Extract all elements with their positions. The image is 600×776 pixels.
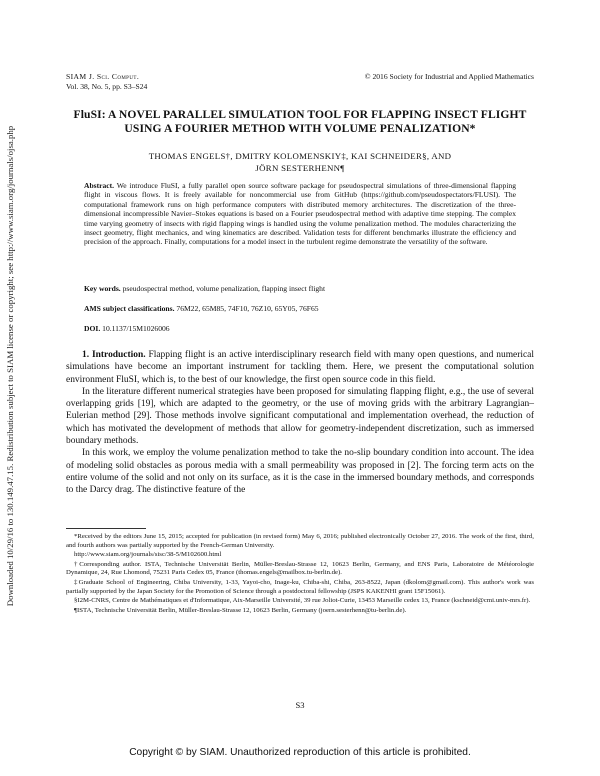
footnote-engels: †Corresponding author. ISTA, Technische Universität Berlin, Müller-Breslau-Strasse 12, 10623 Berlin, Germany, and ENS Paris, Laboratoire de Météorologie Dynamique, 24, Rue Lhomond, 75231 Paris Cedex 05, France (thomas.engels@mailbox.tu-berlin.de). [66,560,534,577]
footnote-schneider: §I2M-CNRS, Centre de Mathématiques et d'Informatique, Aix-Marseille Université, 39 rue Joliot-Curie, 13453 Marseille cedex 13, France (kschneid@cmi.univ-mrs.fr). [74,597,531,605]
intro-paragraph-3: In this work, we employ the volume penalization method to take the no-slip boundary condition into account. The idea of modeling solid obstacles as porous media with a small permeability was proposed in [2]. The forcing term acts on the entire volume of the solid and not only on its surface, as it is the case in the immersed boundary methods, and corresponds to the Darcy drag. The distinctive feature of the [66,448,534,496]
doi [84,324,516,334]
volume-pages: Vol. 38, No. 5, pp. S3–S24 [66,81,148,91]
doi-label: DOI. [84,324,101,333]
journal-header [66,72,147,91]
doi-text: 10.1137/15M1026006 [102,324,170,333]
copyright-footer: Copyright © by SIAM. Unauthorized reproduction of this article is prohibited. [129,747,471,758]
page-number: S3 [295,700,305,710]
ams-text: 76M22, 65M85, 74F10, 76Z10, 65Y05, 76F65 [176,304,319,313]
footnote-rule [66,528,146,529]
abstract-label: Abstract. [84,181,114,190]
author-line-1: THOMAS ENGELS†, DMITRY KOLOMENSKIY‡, KAI SCHNEIDER§, AND [148,151,452,161]
intro-paragraph-2: In the literature different numerical strategies have been proposed for simulating flapping flight, e.g., the use of several overlapping grids [19], which are adapted to the geometry, or the use of moving grids with the arbitrary Lagrangian–Eulerian method [29]. Those methods involve significant computational and implementation overhead, the reduction of which has motivated the development of methods that allow for geometry-independent discretization, such as immersed boundary methods. [66,386,534,447]
footnote-sesterhenn: ¶ISTA, Technische Universität Berlin, Müller-Breslau-Strasse 12, 10623 Berlin, Germany (joern.sesterhenn@tu-berlin.de). [74,606,407,614]
footnote-received: *Received by the editors June 15, 2015; accepted for publication (in revised form) May 6, 2016; published electronically October 27, 2016. The work of the first, third, and fourth authors was partially supported by the French-German University. [66,533,534,549]
keywords-label: Key words. [84,284,121,293]
author-line-2: JÖRN SESTERHENN¶ [255,162,345,173]
introduction-section [66,349,534,497]
keywords-text: pseudospectral method, volume penalization, flapping insect flight [122,284,326,293]
footnote-url: http://www.siam.org/journals/sisc/38-5/M102600.html [74,551,222,559]
copyright-header: © 2016 Society for Industrial and Applied Mathematics [364,72,534,81]
paper-title: FluSI: A NOVEL PARALLEL SIMULATION TOOL FOR FLAPPING INSECT FLIGHT USING A FOURIER METHOD WITH VOLUME PENALIZATION* [73,108,527,135]
footnotes [66,533,534,616]
footnote-kolomenskiy: ‡Graduate School of Engineering, Chiba University, 1-33, Yayoi-cho, Inage-ku, Chiba-shi, Chiba, 263-8522, Japan (dkolom@gmail.com). This author's work was partially supported by the Japan Society for the Promotion of Science through a postdoctoral fellowship (JSPS KAKENHI grant 15F15061). [66,578,534,595]
ams-label: AMS subject classifications. [84,304,175,313]
intro-paragraph-1: 1. Introduction. Flapping flight is an active interdisciplinary research field with many open questions, and numerical simulations have become an important instrument for tackling them. Here, we present the computational solution environment FluSI, which is, to the best of our knowledge, the first open source code in this field. [66,350,534,385]
section-heading: 1. Introduction. [82,350,146,360]
ams-classifications [84,304,516,314]
abstract [84,181,516,247]
download-notice-sidebar: Downloaded 10/29/16 to 130.149.47.15. Redistribution subject to SIAM license or copyright; see http://www.siam.org/journals/ojsa.php [5,125,15,607]
keywords [84,284,516,294]
abstract-text: We introduce FluSI, a fully parallel open source software package for pseudospectral simulations of three-dimensional flapping flight in viscous flows. It is freely available for noncommercial use from GitHub (https://github.com/pseudospectators/FLUSI). The computational framework runs on high performance computers with distributed memory architectures. The discretization of the three-dimensional incompressible Navier–Stokes equations is based on a Fourier pseudospectral method with adaptive time stepping. The complex time varying geometry of insects with rigid flapping wings is handled using the volume penalization method. The modules characterizing the insect geometry, flight mechanics, and wing kinematics are described. Validation tests for different benchmarks illustrate the efficiency and precision of the approach. Finally, computations for a model insect in the turbulent regime demonstrate the versatility of the software. [84,181,516,247]
journal-name: SIAM J. Sci. Comput. [66,72,140,81]
author-list [70,151,530,174]
